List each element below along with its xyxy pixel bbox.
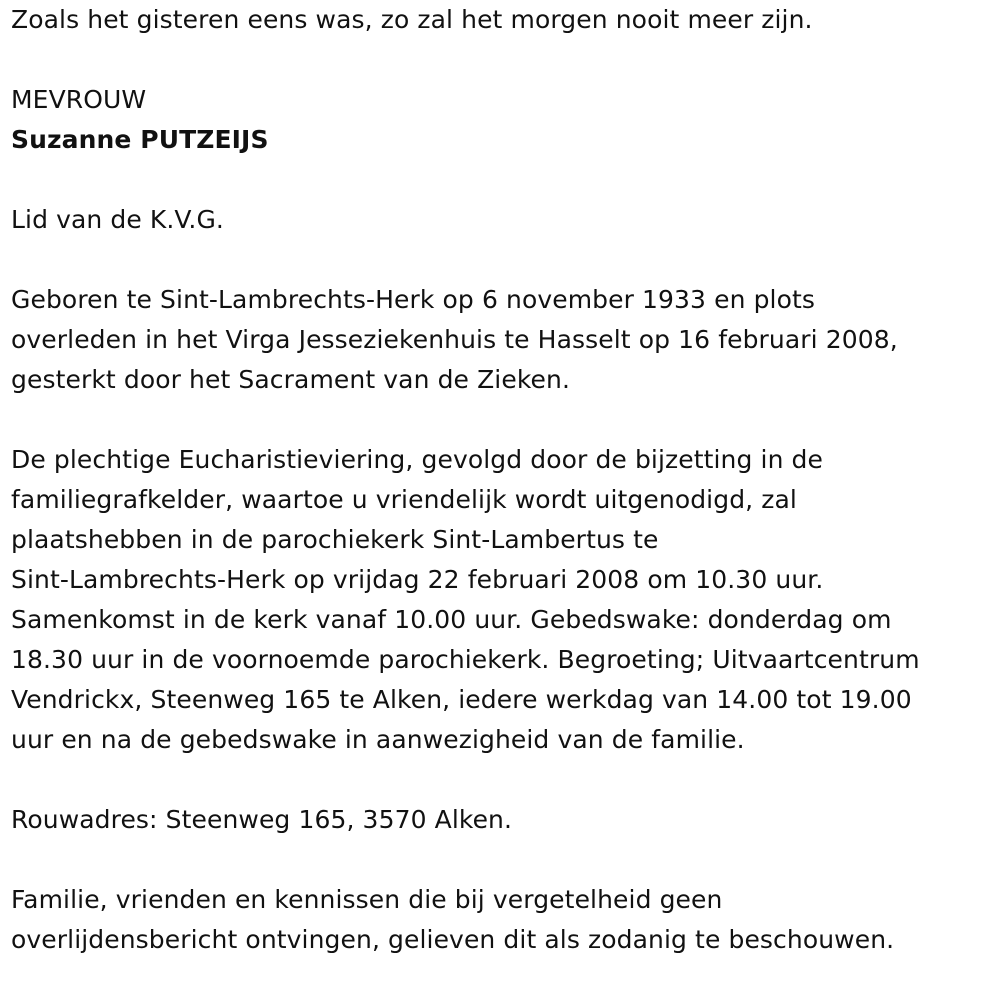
address-paragraph: [11, 800, 991, 840]
closing-paragraph: [11, 880, 991, 960]
spacer: [11, 840, 991, 880]
deceased-name: [11, 120, 991, 160]
salutation: [11, 80, 991, 120]
address-line: Rouwadres: Steenweg 165, 3570 Alken.: [11, 805, 513, 834]
paragraph-line: De plechtige Eucharistieviering, gevolgd door de bijzetting in de: [11, 445, 824, 474]
paragraph-line: overlijdensbericht ontvingen, gelieven dit als zodanig te beschouwen.: [11, 925, 895, 954]
paragraph-line: uur en na de gebedswake in aanwezigheid van de familie.: [11, 725, 745, 754]
spacer: [11, 40, 991, 80]
paragraph-line: gesterkt door het Sacrament van de Zieken.: [11, 365, 570, 394]
membership-line: Lid van de K.V.G.: [11, 205, 224, 234]
spacer: [11, 760, 991, 800]
birth-death-paragraph: [11, 280, 991, 400]
spacer: [11, 400, 991, 440]
spacer: [11, 160, 991, 200]
paragraph-line: Samenkomst in de kerk vanaf 10.00 uur. Gebedswake: donderdag om: [11, 605, 892, 634]
salutation-line: MEVROUW: [11, 85, 147, 114]
spacer: [11, 240, 991, 280]
obituary-document: [11, 0, 991, 960]
paragraph-line: 18.30 uur in de voornoemde parochiekerk. Begroeting; Uitvaartcentrum: [11, 645, 920, 674]
deceased-name-line: Suzanne PUTZEIJS: [11, 125, 269, 154]
paragraph-line: Geboren te Sint-Lambrechts-Herk op 6 november 1933 en plots: [11, 285, 816, 314]
motto: [11, 0, 991, 40]
membership: [11, 200, 991, 240]
motto-line: Zoals het gisteren eens was, zo zal het morgen nooit meer zijn.: [11, 5, 813, 34]
ceremony-paragraph: [11, 440, 991, 760]
paragraph-line: familiegrafkelder, waartoe u vriendelijk wordt uitgenodigd, zal: [11, 485, 797, 514]
paragraph-line: overleden in het Virga Jesseziekenhuis te Hasselt op 16 februari 2008,: [11, 325, 898, 354]
paragraph-line: Vendrickx, Steenweg 165 te Alken, iedere werkdag van 14.00 tot 19.00: [11, 685, 912, 714]
paragraph-line: Familie, vrienden en kennissen die bij vergetelheid geen: [11, 885, 723, 914]
paragraph-line: plaatshebben in de parochiekerk Sint-Lambertus te: [11, 525, 659, 554]
paragraph-line: Sint-Lambrechts-Herk op vrijdag 22 februari 2008 om 10.30 uur.: [11, 565, 824, 594]
